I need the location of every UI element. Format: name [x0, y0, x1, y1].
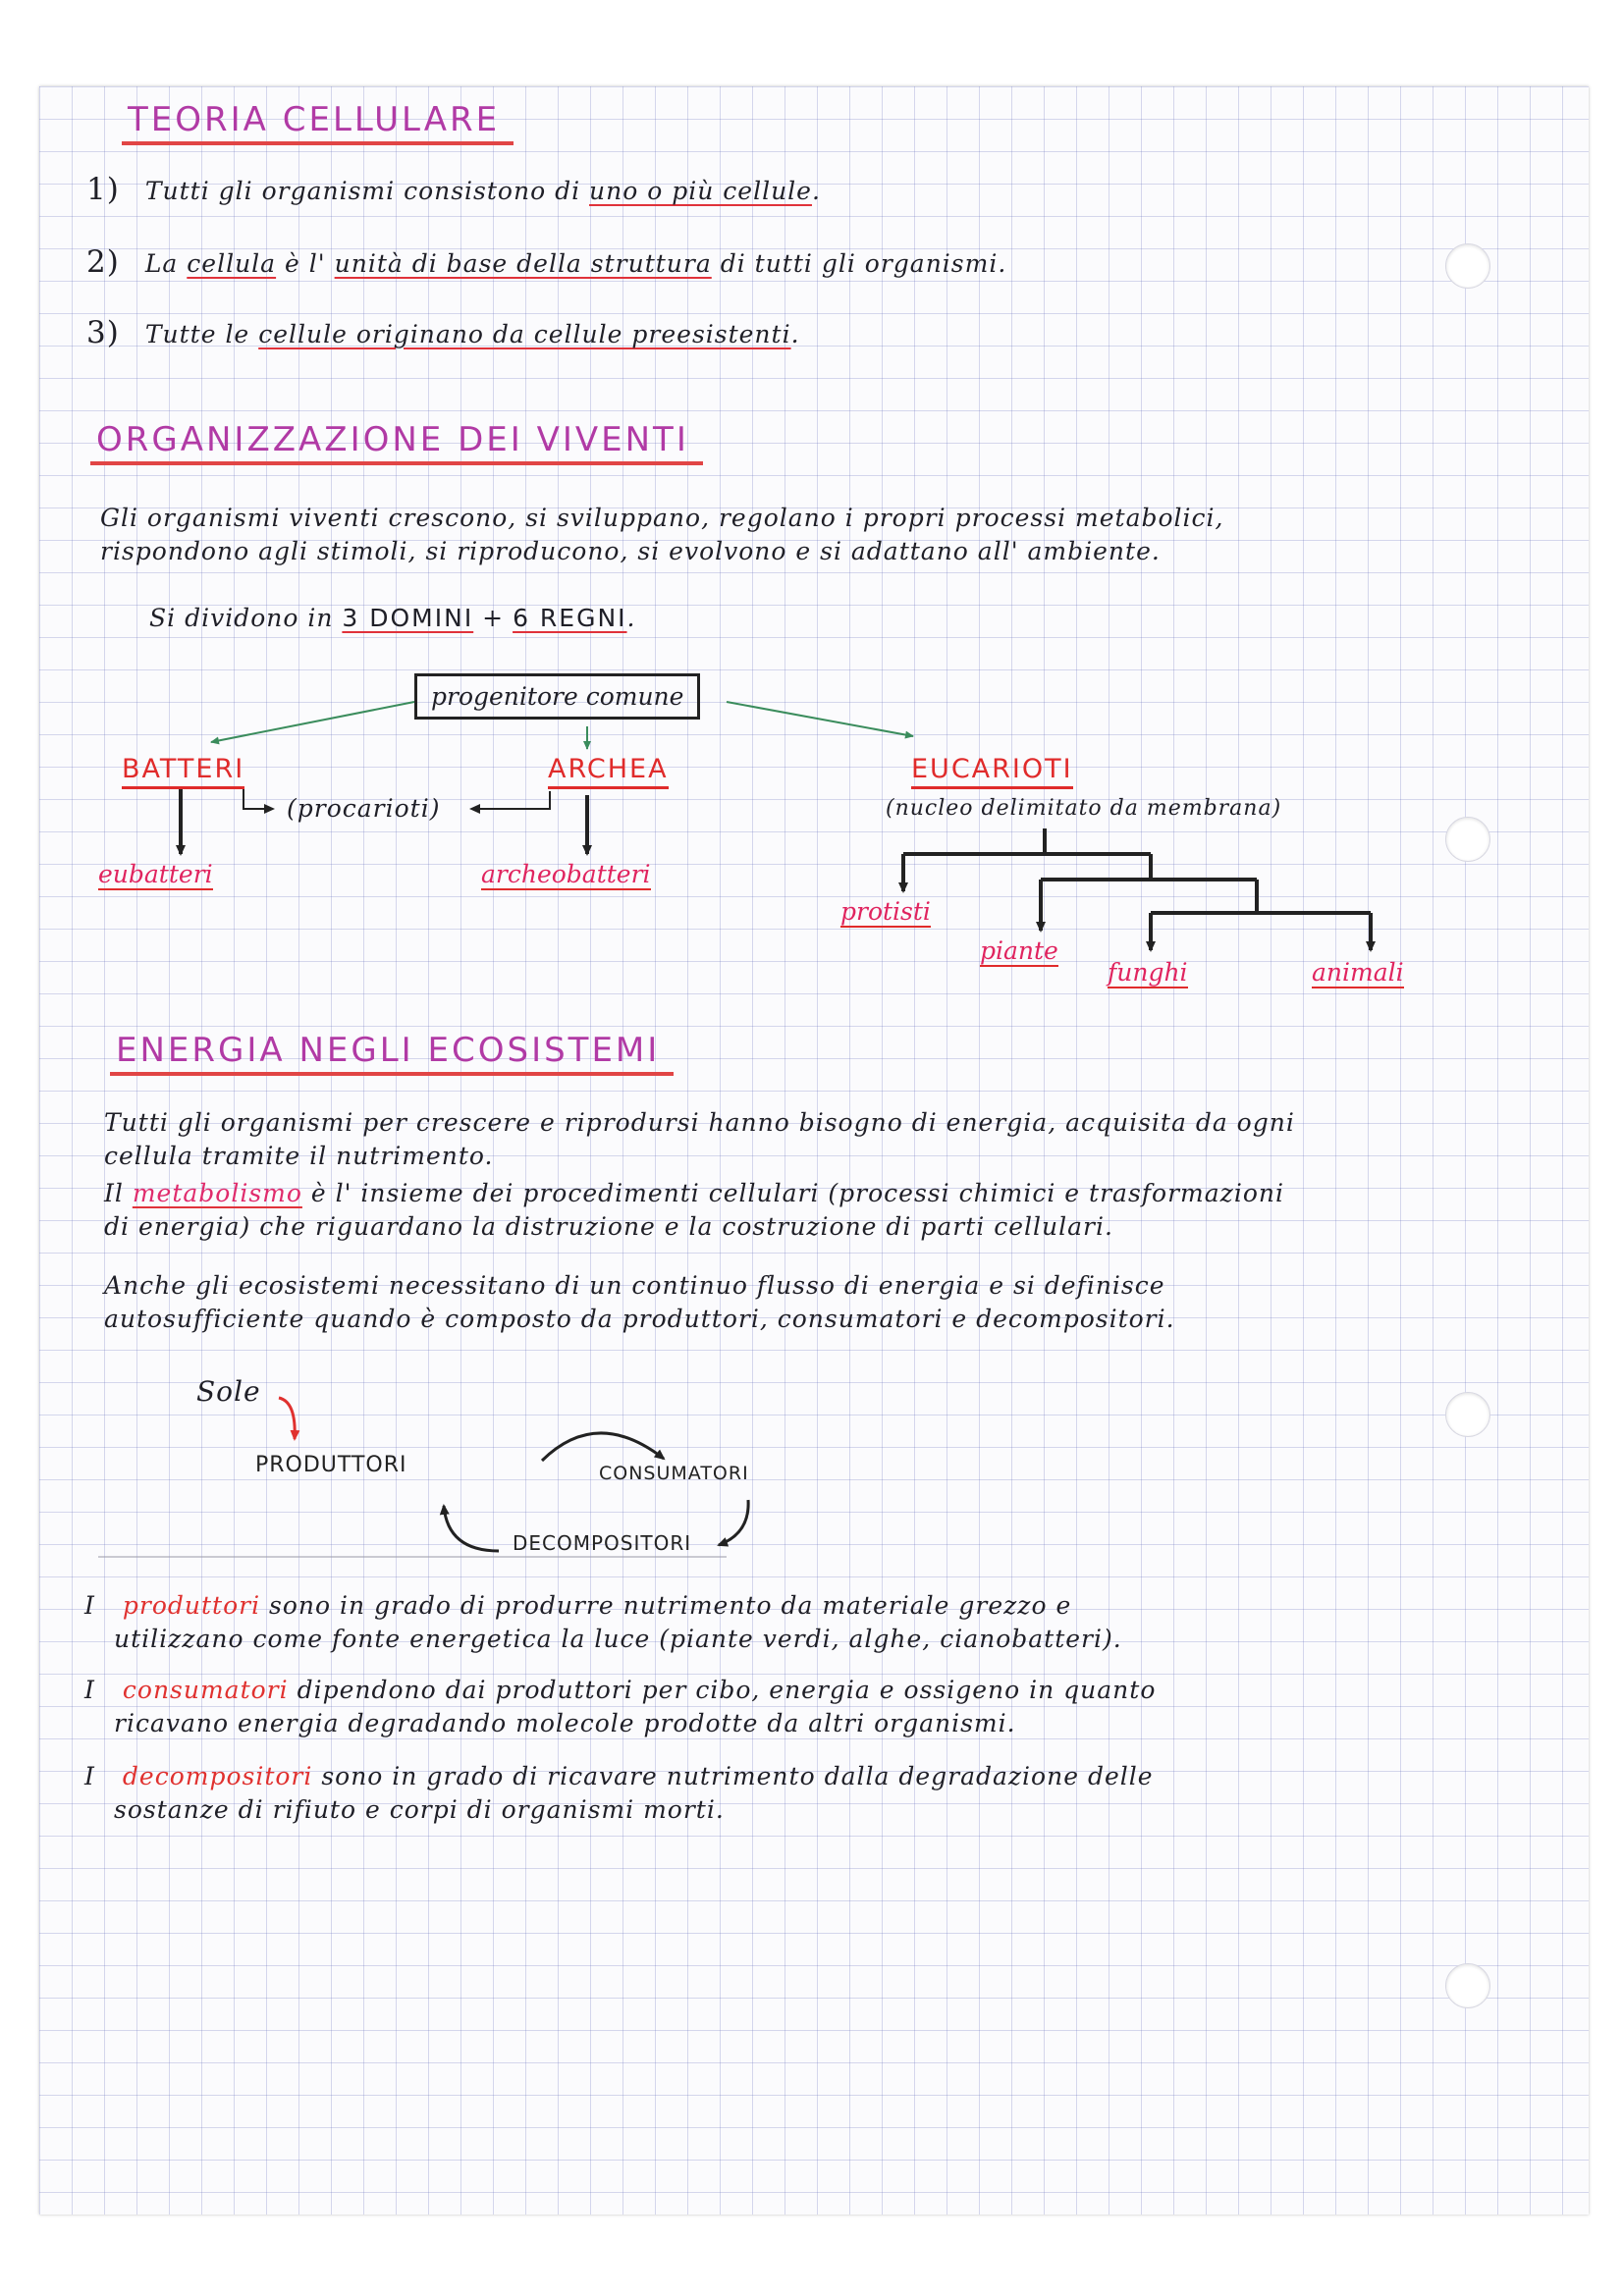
section-title-organizzazione: ORGANIZZAZIONE DEI VIVENTI: [90, 420, 703, 465]
bullet: I: [84, 1676, 95, 1704]
bullet: I: [84, 1591, 95, 1620]
def-consumatori-line-1: I consumatori dipendono dai produttori per cibo, energia e ossigeno in quanto: [84, 1676, 1157, 1704]
energia-p2-line-2: di energia) che riguardano la distruzione e la costruzione di parti cellulari.: [104, 1212, 1113, 1241]
arrow-produttori-consumatori: [542, 1433, 664, 1461]
item-number: 1): [86, 172, 120, 207]
tree-eucarioti-note: (nucleo delimitato da membrana): [886, 796, 1282, 821]
def-decompositori-line-2: sostanze di rifiuto e corpi di organismi morti.: [114, 1795, 725, 1824]
highlight: cellule originano da cellule preesistenti: [258, 320, 791, 348]
keyword-produttori: produttori: [122, 1591, 261, 1620]
arrow-decompositori-produttori: [444, 1506, 499, 1551]
tree-archeobatteri: archeobatteri: [481, 860, 651, 888]
keyword-metabolismo: metabolismo: [132, 1179, 302, 1207]
tree-root: progenitore comune: [414, 673, 700, 720]
highlight-regni: 6 REGNI: [513, 604, 627, 632]
connector-batteri-procarioti: [243, 789, 273, 809]
energia-p1-line-1: Tutti gli organismi per crescere e riprodursi hanno bisogno di energia, acquisita da ogni: [104, 1108, 1295, 1137]
keyword-decompositori: decompositori: [122, 1762, 313, 1790]
organizzazione-line-2: rispondono agli stimoli, si riproducono, si evolvono e si adattano all' ambiente.: [100, 537, 1161, 565]
connector-archea-procarioti: [471, 791, 550, 809]
cycle-produttori: PRODUTTORI: [255, 1453, 407, 1477]
arrow-to-batteri: [211, 702, 414, 742]
arrow-to-eucarioti: [727, 702, 913, 736]
tree-protisti: protisti: [840, 897, 931, 926]
tree-piante: piante: [980, 936, 1058, 965]
tree-eucarioti: EUCARIOTI: [911, 754, 1073, 789]
teoria-item-1: 1) Tutti gli organismi consistono di uno o più cellule.: [86, 172, 821, 207]
def-consumatori-line-2: ricavano energia degradando molecole prodotte da altri organismi.: [114, 1709, 1016, 1737]
energia-p3-line-1: Anche gli ecosistemi necessitano di un continuo flusso di energia e si definisce: [104, 1271, 1165, 1300]
section-title-energia: ENERGIA NEGLI ECOSISTEMI: [110, 1031, 674, 1076]
domini-line: Si dividono in 3 DOMINI + 6 REGNI.: [149, 604, 636, 632]
cycle-sole: Sole: [196, 1375, 261, 1408]
arrow-consumatori-decompositori: [719, 1500, 748, 1545]
tree-eubatteri: eubatteri: [98, 860, 213, 888]
highlight: unità di base della struttura: [334, 249, 712, 278]
keyword-consumatori: consumatori: [122, 1676, 289, 1704]
organizzazione-line-1: Gli organismi viventi crescono, si sviluppano, regolano i propri processi metabolici,: [100, 504, 1224, 532]
item-number: 3): [86, 315, 120, 350]
highlight-domini: 3 DOMINI: [342, 604, 474, 632]
teoria-item-3: 3) Tutte le cellule originano da cellule preesistenti.: [86, 315, 800, 350]
bullet: I: [84, 1762, 95, 1790]
section-title-teoria: TEORIA CELLULARE: [122, 100, 514, 145]
energia-p3-line-2: autosufficiente quando è composto da produttori, consumatori e decompositori.: [104, 1305, 1175, 1333]
def-produttori-line-2: utilizzano come fonte energetica la luce (piante verdi, alghe, cianobatteri).: [114, 1625, 1122, 1653]
arrow-sole-produttori: [279, 1398, 295, 1439]
tree-batteri: BATTERI: [122, 754, 244, 789]
item-number: 2): [86, 244, 120, 280]
tree-archea: ARCHEA: [548, 754, 669, 789]
cycle-consumatori: CONSUMATORI: [599, 1463, 749, 1484]
cycle-decompositori: DECOMPOSITORI: [513, 1531, 692, 1555]
highlight: uno o più cellule: [589, 177, 812, 205]
tree-animali: animali: [1312, 958, 1404, 987]
def-produttori-line-1: I produttori sono in grado di produrre nutrimento da materiale grezzo e: [84, 1591, 1072, 1620]
highlight: cellula: [187, 249, 277, 278]
def-decompositori-line-1: I decompositori sono in grado di ricavare nutrimento dalla degradazione delle: [84, 1762, 1154, 1790]
energia-p2-line-1: Il metabolismo è l' insieme dei procedimenti cellulari (processi chimici e trasformazioni: [104, 1179, 1284, 1207]
teoria-item-2: 2) La cellula è l' unità di base della struttura di tutti gli organismi.: [86, 244, 1007, 280]
tree-procarioti: (procarioti): [287, 794, 441, 823]
energia-p1-line-2: cellula tramite il nutrimento.: [104, 1142, 494, 1170]
tree-funghi: funghi: [1108, 958, 1188, 987]
notebook-page: [39, 86, 1589, 2215]
